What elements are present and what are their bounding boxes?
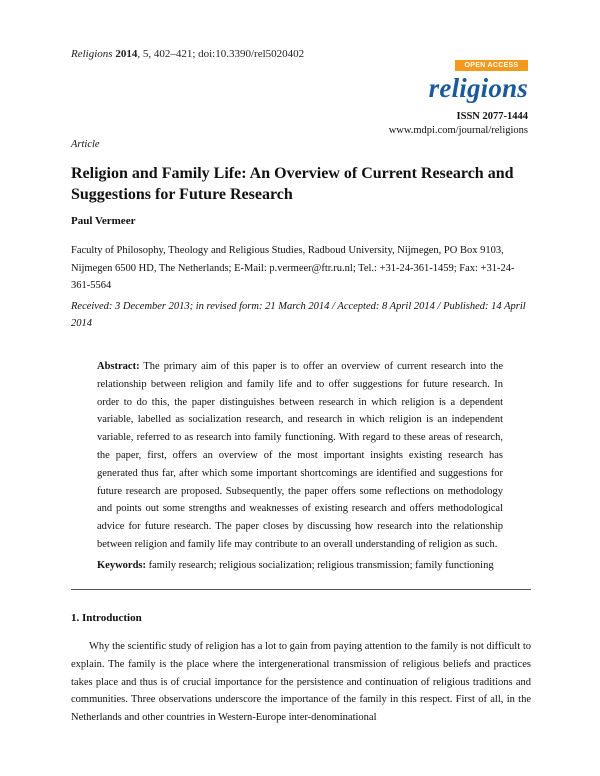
open-access-badge: OPEN ACCESS	[455, 60, 528, 71]
publication-dates: Received: 3 December 2013; in revised form: 21 March 2014 / Accepted: 8 April 2014 / Published: 14 April 2014	[71, 301, 526, 329]
journal-url[interactable]: www.mdpi.com/journal/religions	[388, 125, 528, 136]
keywords-label: Keywords:	[97, 560, 146, 571]
body-paragraph: Why the scientific study of religion has a lot to gain from paying attention to the family is not difficult to explain. The family is the place where the intergenerational transmission of religious beliefs and practices takes place and thus is of crucial importance for the persistence and continuation of religious traditions and communities. Three observations underscore the importance of the family in this respect. First of all, in the Netherlands and other countries in Western-Europe inter-denominational	[71, 641, 531, 724]
article-title: Religion and Family Life: An Overview of Current Research and Suggestions for Future Research	[71, 165, 514, 203]
issn: ISSN 2077-1444	[456, 111, 528, 122]
keywords-text: family research; religious socialization; religious transmission; family functioning	[146, 560, 494, 571]
journal-citation	[71, 48, 304, 60]
section-heading: 1. Introduction	[71, 612, 142, 624]
abstract-label: Abstract:	[97, 361, 140, 372]
keywords	[97, 557, 517, 574]
author-name: Paul Vermeer	[71, 215, 136, 227]
citation-year: 2014	[115, 48, 138, 60]
journal-logo: religions	[428, 73, 528, 103]
section-divider	[71, 589, 531, 590]
abstract-text: The primary aim of this paper is to offer an overview of current research into the relationship between religion and family life and to offer suggestions for future research. In order to do this, the paper distinguishes between research in which religion is a dependent variable, labelled as socialization research, and research in which religion is an independent variable, referred to as research into family functioning. With regard to these areas of research, the paper, first, offers an overview of the most important insights existing research has generated thus far, after which some important shortcomings are identified and suggestions for future research are proposed. Subsequently, the paper offers some reflections on methodology and points out some strengths and weaknesses of existing research and offers methodological advice for future research. The paper closes by discussing how research into the relationship between religion and family life may contribute to an overall understanding of religion as such.	[97, 361, 503, 550]
citation-journal-name: Religions	[71, 48, 113, 60]
abstract	[97, 358, 503, 554]
author-affiliation: Faculty of Philosophy, Theology and Religious Studies, Radboud University, Nijmegen, PO Box 9103, Nijmegen 6500 HD, The Netherlands; E-Mail: p.vermeer@ftr.ru.nl; Tel.: +31-24-361-1459; Fax: +31-24-361-5564	[71, 245, 515, 291]
article-type: Article	[71, 139, 100, 150]
citation-details: , 5, 402–421; doi:10.3390/rel5020402	[137, 48, 305, 60]
